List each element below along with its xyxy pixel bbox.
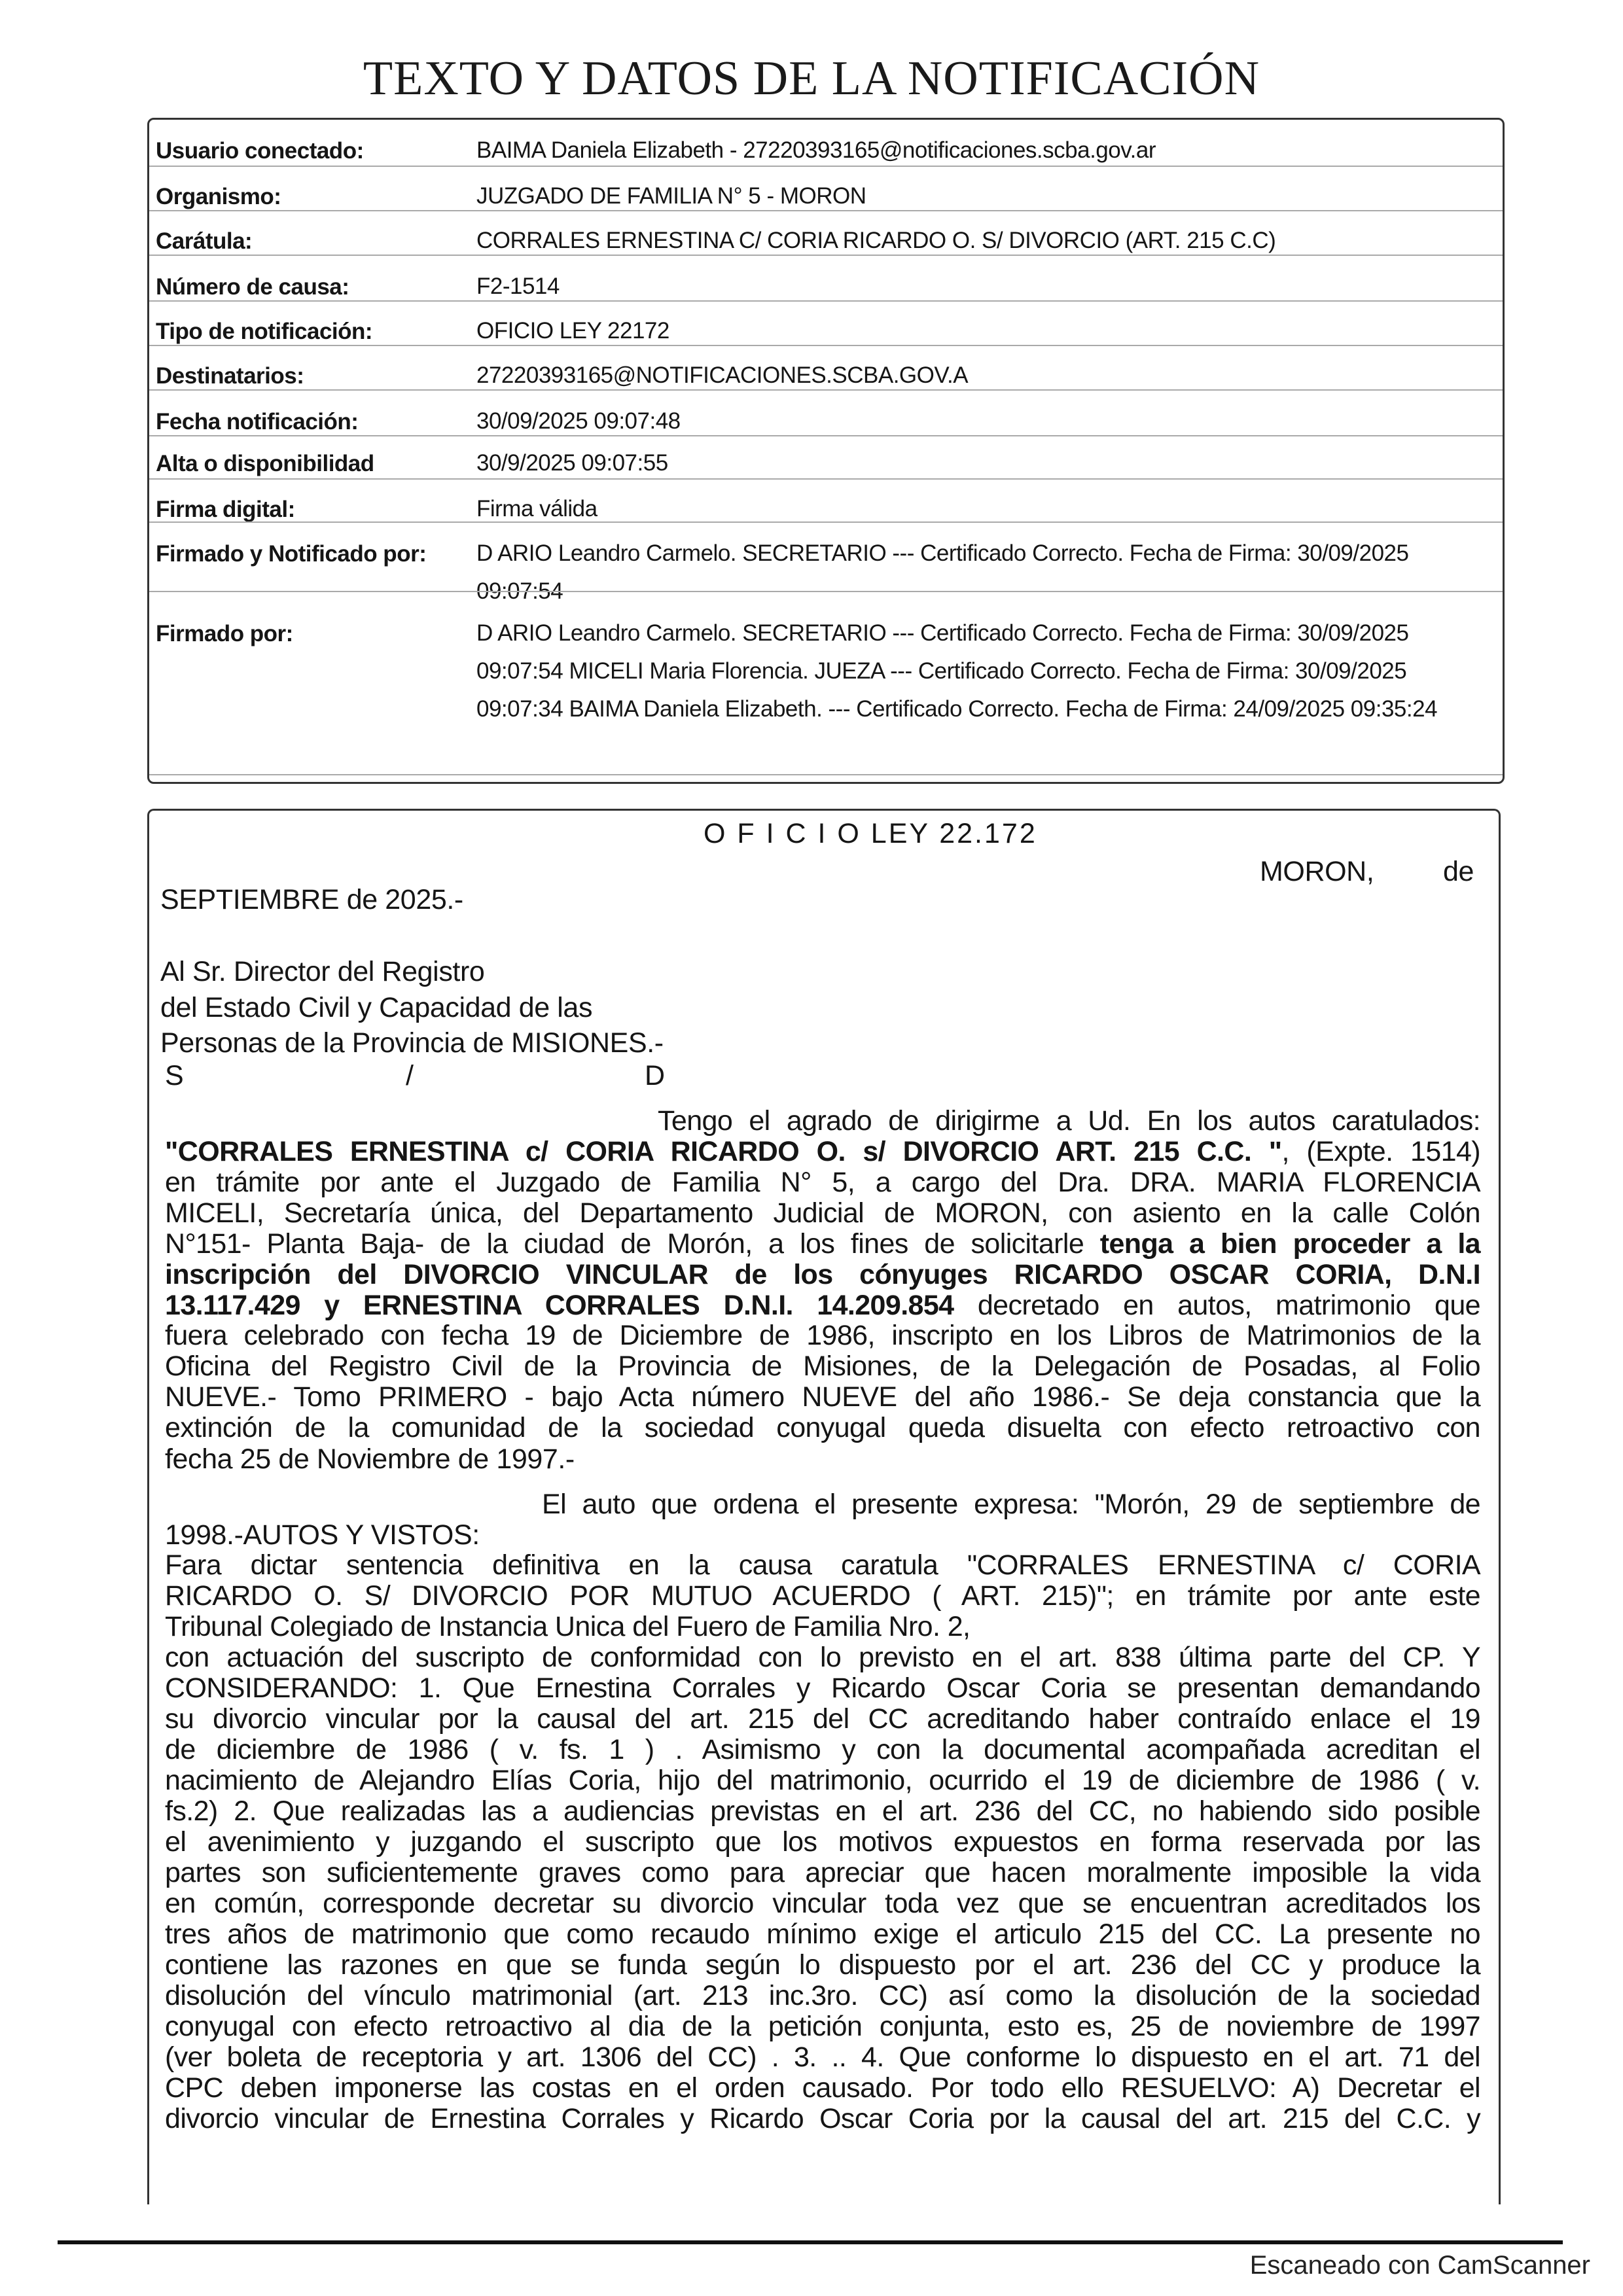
paragraph-line xyxy=(165,1290,1480,1321)
text: Oficina del Registro Civil de la Provincia de Misiones, de la Delegación de Posadas, al Folio xyxy=(165,1351,1480,1383)
paragraph-line: en común, corresponde decretar su divorcio vincular toda vez que se encuentran acreditados los xyxy=(165,1888,1480,1919)
bold-text: inscripción del DIVORCIO VINCULAR de los cónyuges RICARDO OSCAR CORIA, D.N.I xyxy=(165,1258,1480,1290)
row-divider xyxy=(149,435,1503,436)
bold-text: 13.117.429 y ERNESTINA CORRALES D.N.I. 14.209.854 xyxy=(165,1289,954,1321)
metadata-label: Organismo: xyxy=(156,184,281,209)
paragraph-line: de diciembre de 1986 ( v. fs. 1 ) . Asimismo y con la documental acompañada acreditan el xyxy=(165,1734,1480,1765)
paragraph-line: partes son suficientemente graves como para apreciar que hacen moralmente imposible la vida xyxy=(165,1857,1480,1888)
text: NUEVE.- Tomo PRIMERO - bajo Acta número NUEVE del año 1986.- Se deja constancia que la xyxy=(165,1381,1480,1413)
paragraph-line xyxy=(165,1167,1480,1198)
document-title: TEXTO Y DATOS DE LA NOTIFICACIÓN xyxy=(363,52,1260,105)
page-bottom-rule xyxy=(58,2240,1563,2244)
metadata-label: Tipo de notificación: xyxy=(156,319,373,344)
metadata-label: Número de causa: xyxy=(156,274,349,300)
paragraph-line xyxy=(165,1320,1480,1351)
metadata-label: Firmado por: xyxy=(156,621,293,646)
text: MICELI, Secretaría única, del Departamento Judicial de MORON, con asiento en la calle Colón xyxy=(165,1197,1480,1229)
paragraph-line: RICARDO O. S/ DIVORCIO POR MUTUO ACUERDO ( ART. 215)"; en trámite por ante este xyxy=(165,1580,1480,1612)
paragraph-line: Tribunal Colegiado de Instancia Unica del Fuero de Familia Nro. 2, xyxy=(165,1611,971,1642)
text: , (Expte. 1514) xyxy=(1281,1136,1480,1167)
metadata-label: Alta o disponibilidad xyxy=(156,451,374,476)
paragraph-line xyxy=(165,1351,1480,1382)
letter-heading: O F I C I O LEY 22.172 xyxy=(704,818,1037,849)
row-divider xyxy=(149,210,1503,211)
paragraph-line: Fara dictar sentencia definitiva en la causa caratula "CORRALES ERNESTINA c/ CORIA xyxy=(165,1549,1480,1581)
paragraph-line: El auto que ordena el presente expresa: "Morón, 29 de septiembre de xyxy=(542,1489,1480,1520)
metadata-value: 30/09/2025 09:07:48 xyxy=(476,408,681,434)
addressee-line: Al Sr. Director del Registro xyxy=(160,956,485,987)
paragraph-line: su divorcio vincular por la causal del art. 215 del CC acreditando haber contraído enlace el 19 xyxy=(165,1703,1480,1735)
metadata-value: BAIMA Daniela Elizabeth - 27220393165@notificaciones.scba.gov.ar xyxy=(476,137,1156,163)
bold-text: "CORRALES ERNESTINA c/ CORIA RICARDO O. s/ DIVORCIO ART. 215 C.C. " xyxy=(165,1136,1282,1167)
row-divider xyxy=(149,300,1503,302)
row-divider xyxy=(149,774,1503,775)
paragraph-line xyxy=(165,1413,1480,1443)
paragraph-line xyxy=(165,1137,1480,1167)
metadata-label: Destinatarios: xyxy=(156,363,304,389)
text: N°151- Planta Baja- de la ciudad de Morón, a los fines de solicitarle xyxy=(165,1227,1100,1260)
metadata-value: D ARIO Leandro Carmelo. SECRETARIO --- Certificado Correcto. Fecha de Firma: 30/09/2025 09:07:54 xyxy=(476,540,1409,604)
metadata-label: Carátula: xyxy=(156,228,253,254)
paragraph-line: CONSIDERANDO: 1. Que Ernestina Corrales y Ricardo Oscar Coria se presentan demandando xyxy=(165,1672,1480,1704)
row-divider xyxy=(149,478,1503,480)
sd-slash: / xyxy=(406,1060,414,1091)
metadata-value: OFICIO LEY 22172 xyxy=(476,318,669,344)
paragraph-line xyxy=(165,1229,1480,1260)
paragraph-line: con actuación del suscripto de conformidad con lo previsto en el art. 838 última parte del CP. Y xyxy=(165,1642,1480,1673)
text: extinción de la comunidad de la sociedad conyugal queda disuelta con efecto retroactivo con xyxy=(165,1412,1480,1444)
paragraph-line: conyugal con efecto retroactivo al dia de la petición conjunta, esto es, 25 de noviembre de 1997 xyxy=(165,2011,1480,2042)
paragraph-line: disolución del vínculo matrimonial (art. 213 inc.3ro. CC) así como la disolución de la sociedad xyxy=(165,1980,1480,2011)
metadata-value: F2-1514 xyxy=(476,274,560,299)
bold-text: tenga a bien proceder a la xyxy=(1099,1227,1480,1260)
row-divider xyxy=(149,255,1503,256)
metadata-value: CORRALES ERNESTINA C/ CORIA RICARDO O. S/ DIVORCIO (ART. 215 C.C) xyxy=(476,228,1276,253)
paragraph-line xyxy=(165,1260,1480,1290)
paragraph-line: Tengo el agrado de dirigirme a Ud. En los autos caratulados: xyxy=(658,1105,1480,1137)
paragraph-line xyxy=(165,1198,1480,1229)
paragraph-line: 1998.-AUTOS Y VISTOS: xyxy=(165,1519,480,1551)
row-divider xyxy=(149,389,1503,391)
metadata-label: Firmado y Notificado por: xyxy=(156,541,427,567)
paragraph-line: contiene las razones en que se funda según lo dispuesto por el art. 236 del CC y produce la xyxy=(165,1949,1480,1981)
paragraph-line: nacimiento de Alejandro Elías Coria, hijo del matrimonio, ocurrido el 19 de diciembre de 1986 ( v. xyxy=(165,1765,1480,1796)
paragraph-line: CPC deben imponerse las costas en el orden causado. Por todo ello RESUELVO: A) Decretar el xyxy=(165,2072,1480,2104)
paragraph-line: divorcio vincular de Ernestina Corrales y Ricardo Oscar Coria por la causal del art. 215 del C.C. y xyxy=(165,2103,1480,2134)
text: fuera celebrado con fecha 19 de Diciembre de 1986, inscripto en los Libros de Matrimonios de la xyxy=(165,1320,1480,1352)
text: decretado en autos, matrimonio que xyxy=(954,1289,1480,1321)
row-divider xyxy=(149,166,1503,167)
row-divider xyxy=(149,591,1503,592)
notification-metadata-table xyxy=(147,118,1505,784)
letter-place: MORON, xyxy=(1260,856,1374,887)
paragraph-line: tres años de matrimonio que como recaudo mínimo exige el articulo 215 del CC. La presente no xyxy=(165,1918,1480,1950)
metadata-value: D ARIO Leandro Carmelo. SECRETARIO --- Certificado Correcto. Fecha de Firma: 30/09/2025 09:07:54 MICELI Maria Florencia. JUEZA --- Certificado Correcto. Fecha de Firma: 30/09/2025 09:07:34 BAIMA Daniela Elizabeth. --- Certificado Correcto. Fecha de Firma: 24/09/2025 09:35:24 xyxy=(476,620,1438,722)
paragraph-line: fs.2) 2. Que realizadas las a audiencias previstas en el art. 236 del CC, no habiendo sido posible xyxy=(165,1795,1480,1827)
paragraph-line: fecha 25 de Noviembre de 1997.- xyxy=(165,1443,575,1475)
metadata-value: Firma válida xyxy=(476,496,597,521)
metadata-value: JUZGADO DE FAMILIA N° 5 - MORON xyxy=(476,183,866,209)
metadata-value: 30/9/2025 09:07:55 xyxy=(476,450,668,476)
scanner-watermark: Escaneado con CamScanner xyxy=(1249,2251,1590,2280)
text: en trámite por ante el Juzgado de Familia N° 5, a cargo del Dra. DRA. MARIA FLORENCIA xyxy=(165,1166,1480,1198)
metadata-label: Fecha notificación: xyxy=(156,409,359,434)
sd-d: D xyxy=(645,1060,665,1091)
row-divider xyxy=(149,345,1503,346)
metadata-value: 27220393165@NOTIFICACIONES.SCBA.GOV.A xyxy=(476,362,969,388)
letter-place-de: de xyxy=(1443,856,1474,887)
paragraph-line: el avenimiento y juzgando el suscripto que los motivos expuestos en forma reservada por las xyxy=(165,1826,1480,1858)
metadata-label: Firma digital: xyxy=(156,497,295,522)
paragraph-line xyxy=(165,1382,1480,1413)
letter-date: SEPTIEMBRE de 2025.- xyxy=(160,884,463,915)
row-divider xyxy=(149,521,1503,523)
sd-s: S xyxy=(165,1060,184,1091)
addressee-line: del Estado Civil y Capacidad de las xyxy=(160,992,593,1023)
metadata-label: Usuario conectado: xyxy=(156,138,364,164)
addressee-line: Personas de la Provincia de MISIONES.- xyxy=(160,1027,664,1059)
paragraph-line: (ver boleta de receptoria y art. 1306 del CC) . 3. .. 4. Que conforme lo dispuesto en el art. 71 del xyxy=(165,2041,1480,2073)
